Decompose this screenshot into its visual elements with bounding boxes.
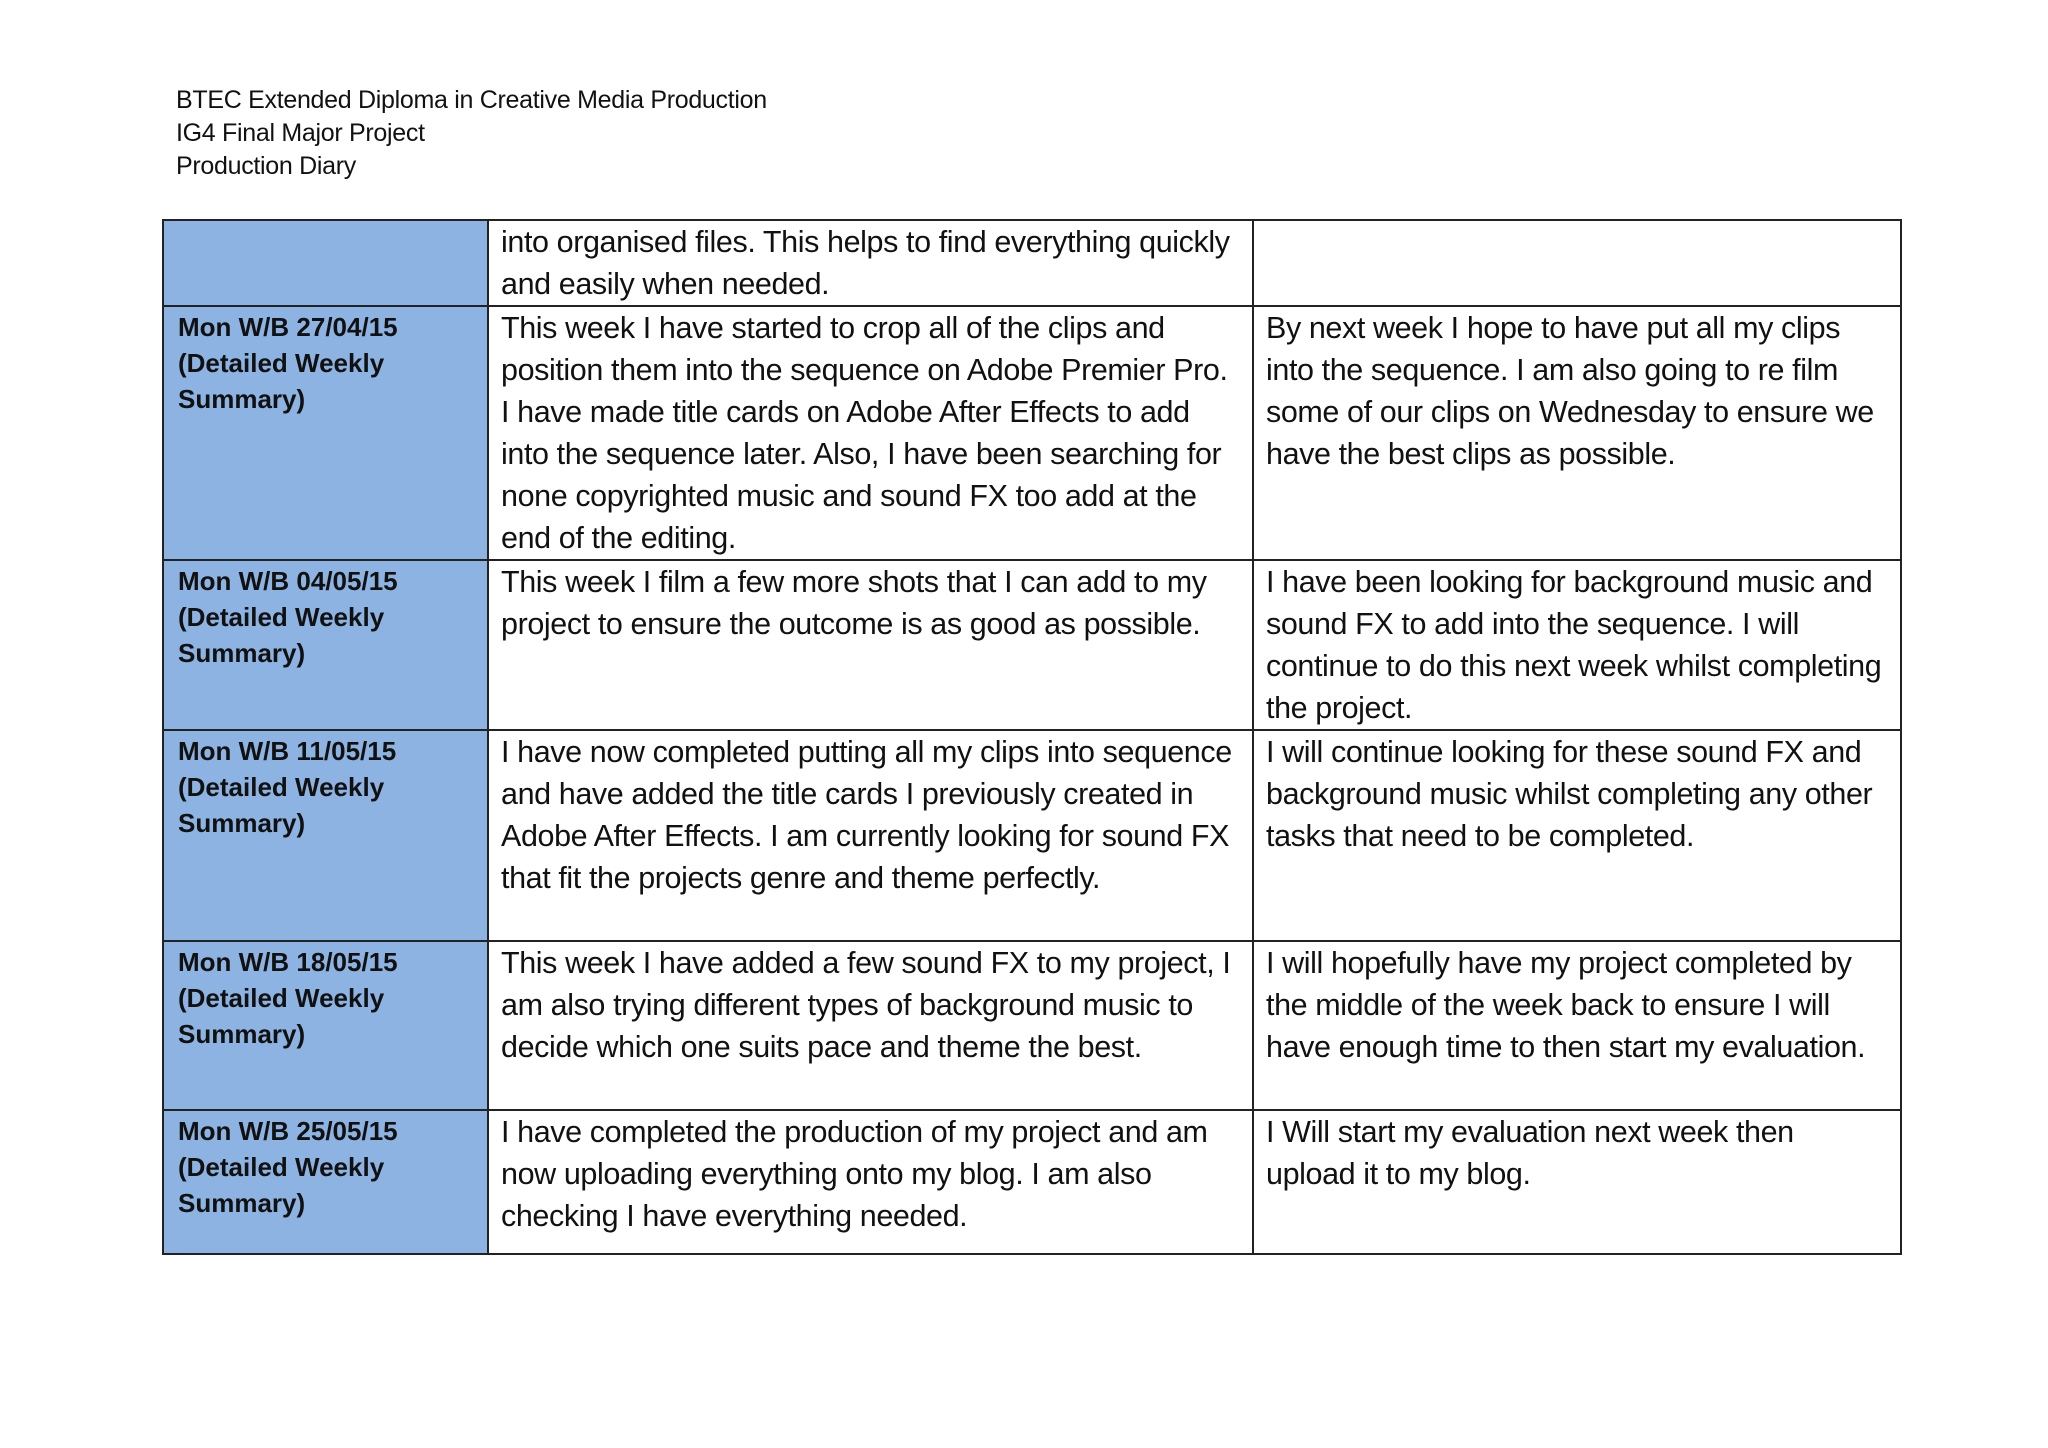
- next-steps-text: By next week I hope to have put all my clips into the sequence. I am also going to re film some of our clips on Wednesday to ensure we have the best clips as possible.: [1266, 311, 1874, 471]
- table-row: [163, 306, 1901, 560]
- next-steps-text: I will hopefully have my project completed by the middle of the week back to ensure I will have enough time to then start my evaluation.: [1266, 946, 1866, 1064]
- table-row: [163, 1110, 1901, 1254]
- next-steps-cell: [1253, 730, 1901, 941]
- production-diary-table: [162, 219, 1902, 1255]
- progress-text: I have now completed putting all my clips into sequence and have added the title cards I previously created in Adobe After Effects. I am currently looking for sound FX that fit the projects genre and theme perfectly.: [501, 735, 1232, 895]
- week-date: Mon W/B 11/05/15: [178, 736, 397, 766]
- document-title: Production Diary: [176, 152, 357, 180]
- table-row: [163, 220, 1901, 306]
- next-steps-text: I will continue looking for these sound FX and background music whilst completing any other tasks that need to be completed.: [1266, 735, 1873, 853]
- progress-cell: [488, 941, 1253, 1110]
- week-cell: [163, 941, 488, 1110]
- progress-text: into organised files. This helps to find everything quickly and easily when needed.: [501, 225, 1230, 301]
- progress-text: This week I have added a few sound FX to my project, I am also trying different types of background music to decide which one suits pace and theme the best.: [501, 946, 1231, 1064]
- week-summary-label: (Detailed Weekly Summary): [178, 348, 385, 414]
- next-steps-cell: [1253, 306, 1901, 560]
- next-steps-cell: [1253, 941, 1901, 1110]
- week-date: Mon W/B 25/05/15: [178, 1116, 398, 1146]
- week-summary-label: (Detailed Weekly Summary): [178, 772, 385, 838]
- week-cell: [163, 730, 488, 941]
- week-cell: [163, 1110, 488, 1254]
- table-row: [163, 941, 1901, 1110]
- unit-title: IG4 Final Major Project: [176, 119, 425, 147]
- week-cell: [163, 220, 488, 306]
- progress-text: This week I film a few more shots that I can add to my project to ensure the outcome is as good as possible.: [501, 565, 1207, 641]
- progress-cell: [488, 1110, 1253, 1254]
- next-steps-cell: [1253, 560, 1901, 730]
- week-summary-label: (Detailed Weekly Summary): [178, 983, 385, 1049]
- progress-cell: [488, 220, 1253, 306]
- week-date: Mon W/B 04/05/15: [178, 566, 398, 596]
- week-cell: [163, 306, 488, 560]
- next-steps-cell: [1253, 1110, 1901, 1254]
- document-header: [176, 84, 767, 183]
- week-summary-label: (Detailed Weekly Summary): [178, 602, 385, 668]
- week-date: Mon W/B 27/04/15: [178, 312, 398, 342]
- progress-text: This week I have started to crop all of the clips and position them into the sequence on Adobe Premier Pro. I have made title cards on Adobe After Effects to add into the sequence later. Also, I have been searching for none copyrighted music and sound FX too add at the end of the editing.: [501, 311, 1228, 555]
- next-steps-cell: [1253, 220, 1901, 306]
- week-cell: [163, 560, 488, 730]
- progress-cell: [488, 306, 1253, 560]
- week-date: Mon W/B 18/05/15: [178, 947, 398, 977]
- progress-cell: [488, 560, 1253, 730]
- week-summary-label: (Detailed Weekly Summary): [178, 1152, 385, 1218]
- progress-text: I have completed the production of my project and am now uploading everything onto my blog. I am also checking I have everything needed.: [501, 1115, 1208, 1233]
- progress-cell: [488, 730, 1253, 941]
- table-row: [163, 560, 1901, 730]
- table-row: [163, 730, 1901, 941]
- next-steps-text: I Will start my evaluation next week then upload it to my blog.: [1266, 1115, 1794, 1191]
- course-title: BTEC Extended Diploma in Creative Media Production: [176, 86, 767, 114]
- next-steps-text: I have been looking for background music and sound FX to add into the sequence. I will continue to do this next week whilst completing the project.: [1266, 565, 1882, 725]
